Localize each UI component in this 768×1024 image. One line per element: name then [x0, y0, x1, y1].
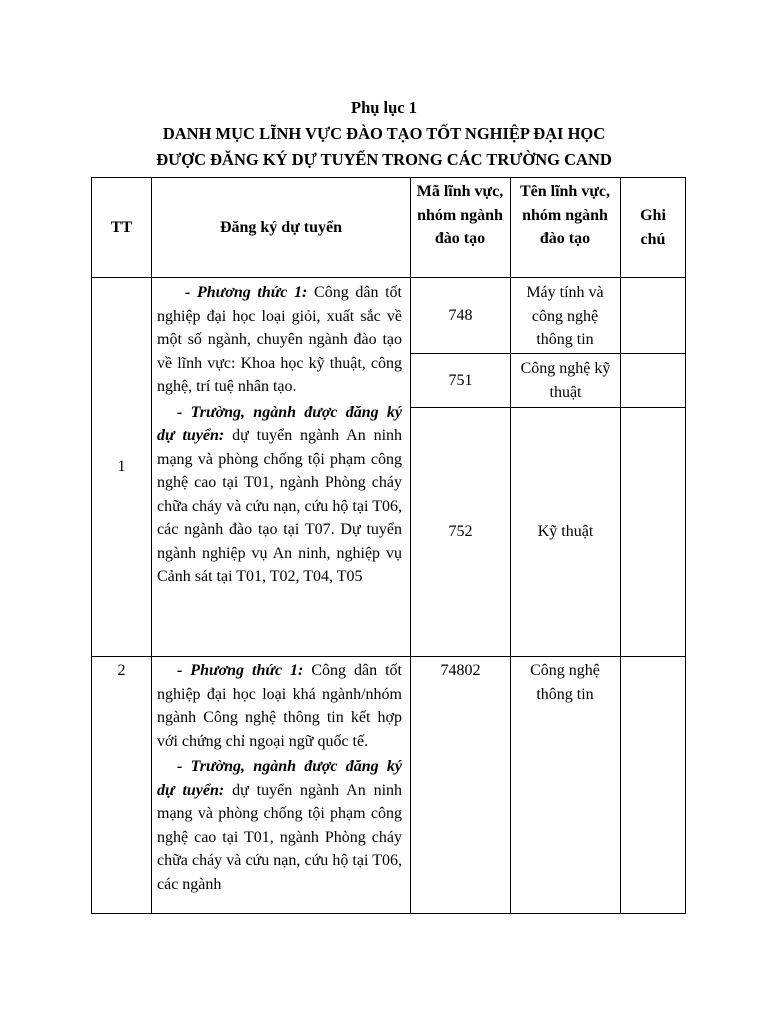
- row-1-method-text: Công dân tốt nghiệp đại học loại giỏi, xuất sắc về một số ngành, chuyên ngành đào tạo về lĩnh vực: Khoa học kỹ thuật, công nghệ, trí tuệ nhân tạo.: [157, 284, 402, 395]
- appendix-title: Phụ lục 1: [350, 98, 418, 117]
- row-1-name-2: Công nghệ kỹ thuật: [520, 360, 611, 401]
- row-2-school-text: dự tuyển ngành An ninh mạng và phòng chống tội phạm công nghệ cao tại T01, ngành Phòng cháy chữa cháy và cứu nạn, cứu hộ tại T06, các ngành: [157, 781, 403, 893]
- row-1-code-2: 751: [448, 372, 473, 389]
- document-title-line-2: ĐƯỢC ĐĂNG KÝ DỰ TUYỂN TRONG CÁC TRƯỜNG CAND: [156, 150, 612, 169]
- row-2-method-label: - Phương thức 1:: [177, 662, 304, 679]
- row-1-school-label: - Trường, ngành được đăng ký dự tuyển:: [157, 403, 402, 444]
- row-1-registration: [157, 281, 402, 589]
- row-1-school-text: dự tuyển ngành An ninh mạng và phòng chống tội phạm công nghệ cao tại T01, ngành Phòng cháy chữa cháy và cứu nạn, cứu hộ tại T06, các ngành đào tạo tại T07. Dự tuyển ngành nghiệp vụ An ninh, nghiệp vụ Cảnh sát tại T01, T02, T04, T05: [157, 427, 403, 585]
- header-note: Ghi chú: [640, 207, 666, 248]
- row-2-method-text: Công dân tốt nghiệp đại học loại khá ngành/nhóm ngành Công nghệ thông tin kết hợp với chứng chỉ ngoại ngữ quốc tế.: [157, 662, 402, 750]
- header-field-name: Tên lĩnh vực, nhóm ngành đào tạo: [519, 183, 611, 247]
- row-1-name-3: Kỹ thuật: [537, 523, 594, 540]
- row-2-code-1: 74802: [440, 662, 481, 679]
- row-2-tt: 2: [117, 662, 126, 679]
- row-1-code-1: 748: [448, 307, 473, 324]
- row-1-code-3: 752: [448, 523, 473, 540]
- header-field-code: Mã lĩnh vực, nhóm ngành đào tạo: [416, 183, 504, 247]
- row-1-method-label: - Phương thức 1:: [185, 284, 308, 301]
- document-title-line-1: DANH MỤC LĨNH VỰC ĐÀO TẠO TỐT NGHIỆP ĐẠI HỌC: [162, 124, 606, 143]
- row-2-registration: [157, 659, 402, 896]
- row-2-name-1: Công nghệ thông tin: [530, 662, 600, 703]
- header-tt: TT: [110, 219, 133, 236]
- header-registration: Đăng ký dự tuyển: [219, 219, 343, 236]
- row-1-name-1: Máy tính và công nghệ thông tin: [526, 284, 604, 348]
- row-2-school-label: - Trường, ngành được đăng ký dự tuyển:: [157, 758, 402, 799]
- row-1-tt: 1: [117, 458, 126, 475]
